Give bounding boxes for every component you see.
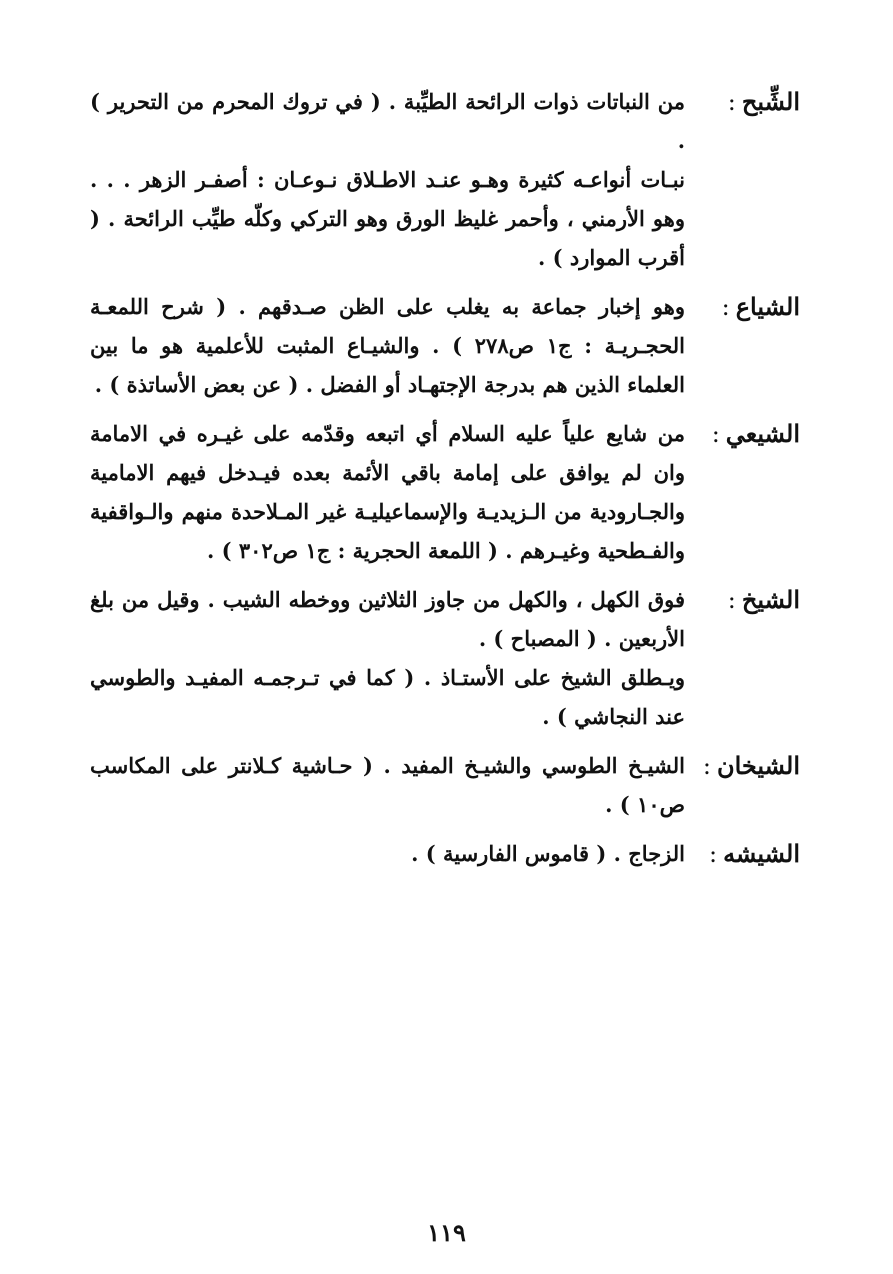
term-separator: : (711, 420, 720, 448)
term-separator: : (727, 586, 736, 614)
definition-paragraph: الشيـخ الطوسي والشيـخ المفيد . ( حـاشية كـلانتر على المكاسب ص١٠ ) . (90, 753, 685, 817)
term-text: الشِّبح (741, 87, 800, 116)
entry-definition (90, 580, 685, 736)
term-separator: : (721, 293, 730, 321)
page-number: ١١٩ (427, 1218, 466, 1247)
definition-paragraph: فوق الكهل ، والكهل من جاوز الثلاثين ووخطه الشيب . وقيل من بلغ الأربعين . ( المصباح ) . (90, 587, 685, 651)
entry-definition (90, 834, 685, 873)
entry (90, 580, 800, 736)
definition-paragraph: نبـات أنواعـه كثيرة وهـو عنـد الاطـلاق نـوعـان : أصفـر الزهر . . . وهو الأرمني ، وأحمر غليظ الورق وهو التركي وكلّه طيِّب الرائحة . ( أقرب الموارد ) . (90, 167, 685, 270)
entry-definition (90, 414, 685, 570)
term-separator: : (708, 840, 718, 868)
definition-paragraph: الزجاج . ( قاموس الفارسية ) . (411, 841, 685, 866)
entry-term (685, 834, 800, 874)
term-text: الشيخان (716, 751, 800, 780)
definition-paragraph: ويـطلق الشيخ على الأستـاذ . ( كما في تـرجمـه المفيـد والطوسي عند النجاشي ) . (90, 665, 685, 729)
definition-paragraph: من شايع علياً عليه السلام أي اتبعه وقدّمه على غيـره في الامامة وان لم يوافق على إمامة باقي الأئمة بعده فيـدخل فيهم الامامية والجـارودية من الـزيديـة والإسماعيليـة غير المـلاحدة منهم والـواقفية والفـطحية وغيـرهم . ( اللمعة الحجرية : ج١ ص٣٠٢ ) . (90, 421, 685, 563)
entry (90, 414, 800, 570)
entry-definition (90, 287, 685, 404)
term-separator: : (702, 752, 711, 780)
definition-paragraph: من النباتات ذوات الرائحة الطيِّبة . ( في تروك المحرم من التحرير ) . (90, 89, 685, 153)
entry-term (685, 82, 800, 122)
term-text: الشيخ (741, 585, 800, 614)
entries-list (90, 82, 800, 884)
term-text: الشيعي (725, 419, 800, 448)
entry-definition (90, 82, 685, 277)
entry-term (685, 414, 800, 454)
entry-term (685, 746, 800, 786)
entry-term (685, 287, 800, 327)
entry-term (685, 580, 800, 620)
term-text: الشياع (735, 292, 800, 321)
term-text: الشيشه (723, 839, 800, 868)
entry (90, 287, 800, 404)
entry (90, 746, 800, 824)
entry (90, 82, 800, 277)
entry-definition (90, 746, 685, 824)
definition-paragraph: وهو إخبار جماعة به يغلب على الظن صـدقهم . ( شرح اللمعـة الحجـريـة : ج١ ص٢٧٨ ) . والشيـاع المثبت للأعلمية هو ما بين العلماء الذين هم بدرجة الإجتهـاد أو الفضل . ( عن بعض الأساتذة ) . (90, 294, 685, 397)
entry (90, 834, 800, 874)
term-separator: : (727, 88, 736, 116)
